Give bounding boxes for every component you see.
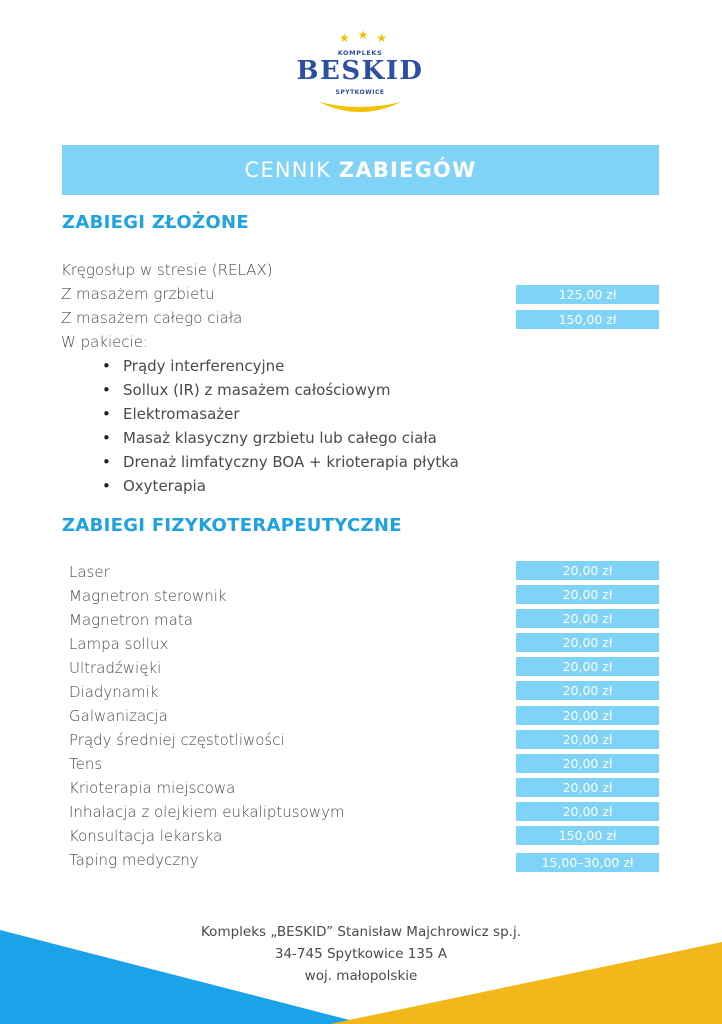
treatment-name: Prądy średniej częstotliwości <box>69 731 285 749</box>
price-badge: 20,00 zł <box>516 585 659 604</box>
star-icon: ★ <box>339 31 351 45</box>
treatment-name: Inhalacja z olejkiem eukaliptusowym <box>69 803 345 821</box>
treatment-line: Z masażem całego ciała <box>61 309 243 327</box>
section-title-zlozone: ZABIEGI ZŁOŻONE <box>62 212 249 233</box>
package-item-label: Oxyterapia <box>123 477 206 495</box>
treatment-line: W pakiecie: <box>61 333 149 351</box>
treatment-name: Krioterapia miejscowa <box>69 779 236 797</box>
treatment-name: Ultradźwięki <box>69 659 162 677</box>
treatment-name: Tens <box>69 755 103 773</box>
bullet-icon: • <box>102 429 111 447</box>
price-badge: 20,00 zł <box>516 802 659 821</box>
price-badge: 20,00 zł <box>516 778 659 797</box>
price-badge: 150,00 zł <box>516 826 659 845</box>
logo-bottom-text: SPYTKOWICE <box>335 89 385 96</box>
price-badge: 20,00 zł <box>516 730 659 749</box>
price-badge: 20,00 zł <box>516 561 659 580</box>
bullet-icon: • <box>102 453 111 471</box>
package-item-label: Elektromasażer <box>123 405 240 423</box>
treatment-name: Lampa sollux <box>69 635 169 653</box>
logo-top-text: KOMPLEKS <box>337 49 383 57</box>
treatment-line: Z masażem grzbietu <box>61 285 215 303</box>
treatment-name: Konsultacja lekarska <box>69 827 223 845</box>
price-badge: 20,00 zł <box>516 754 659 773</box>
treatment-name: Laser <box>69 563 110 581</box>
price-badge: 20,00 zł <box>516 609 659 628</box>
footer-address: 34-745 Spytkowice 135 A <box>274 946 448 962</box>
bullet-icon: • <box>102 357 111 375</box>
treatment-name: Taping medyczny <box>69 851 199 869</box>
package-item-label: Drenaż limfatyczny BOA + krioterapia płytka <box>123 453 459 471</box>
price-badge: 20,00 zł <box>516 657 659 676</box>
treatment-name: Diadynamik <box>69 683 159 701</box>
price-badge: 150,00 zł <box>516 310 659 329</box>
price-badge: 125,00 zł <box>516 285 659 304</box>
footer-company: Kompleks „BESKID” Stanisław Majchrowicz sp.j. <box>201 924 521 940</box>
treatment-line: Kręgosłup w stresie (RELAX) <box>61 261 273 279</box>
treatment-name: Galwanizacja <box>69 707 168 725</box>
page-title-bold: ZABIEGÓW <box>338 158 477 182</box>
star-icon: ★ <box>376 31 388 45</box>
bullet-icon: • <box>102 381 111 399</box>
page-title-light: CENNIK <box>244 158 339 182</box>
star-icon: ★ <box>357 28 370 42</box>
bullet-icon: • <box>102 477 111 495</box>
section-title-fizykoterapeutyczne: ZABIEGI FIZYKOTERAPEUTYCZNE <box>62 515 402 536</box>
bullet-icon: • <box>102 405 111 423</box>
package-item-label: Sollux (IR) z masażem całościowym <box>123 381 391 399</box>
price-badge: 15,00–30,00 zł <box>516 853 659 872</box>
price-badge: 20,00 zł <box>516 706 659 725</box>
price-badge: 20,00 zł <box>516 681 659 700</box>
treatment-name: Magnetron mata <box>69 611 193 629</box>
logo-name: BESKID <box>296 56 424 86</box>
price-badge: 20,00 zł <box>516 633 659 652</box>
treatment-name: Magnetron sterownik <box>69 587 227 605</box>
package-item-label: Prądy interferencyjne <box>123 357 285 375</box>
package-item-label: Masaż klasyczny grzbietu lub całego ciała <box>123 429 437 447</box>
footer-region: woj. małopolskie <box>304 968 418 984</box>
